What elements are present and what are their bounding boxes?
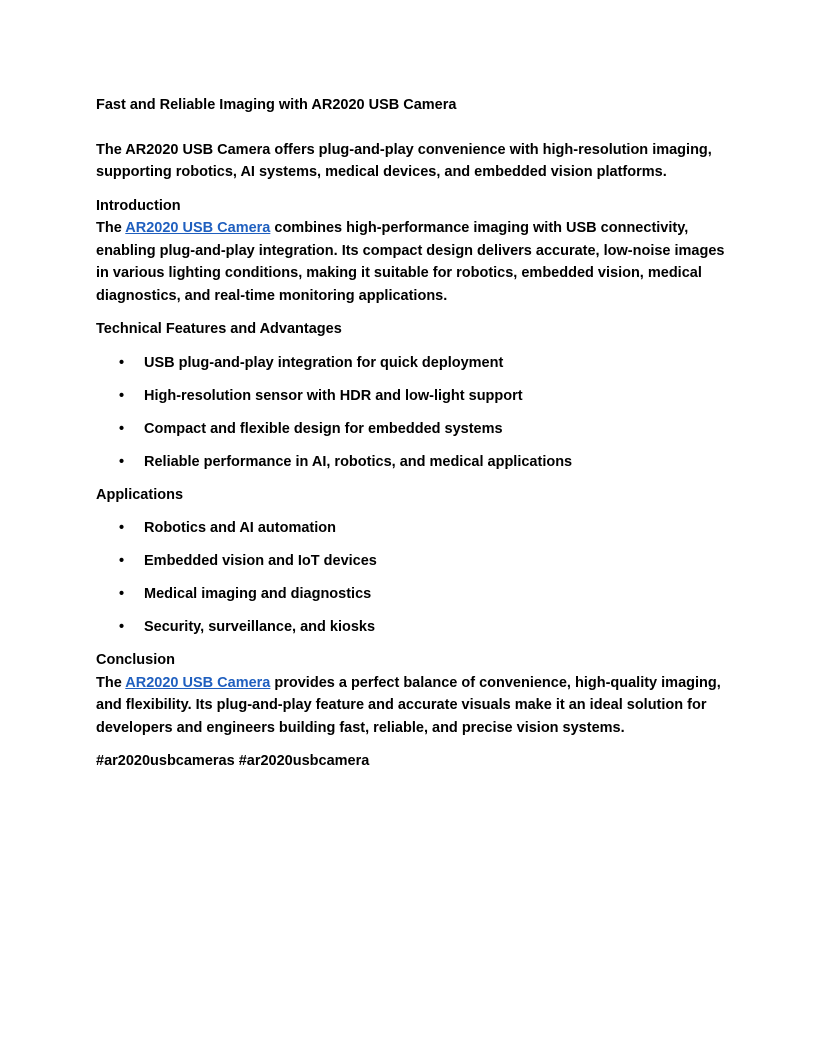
list-item-text: Medical imaging and diagnostics: [144, 586, 372, 602]
list-item: [96, 418, 736, 441]
list-item-text: USB plug-and-play integration for quick deployment: [144, 354, 504, 371]
list-item-text: Security, surveillance, and kiosks: [144, 619, 376, 635]
conclusion-body: provides a perfect balance of convenience, high-quality imaging, and flexibility. Its plug-and-play feature and accurate visuals make it an ideal solution for developers and engineers building fast, reliable, and precise vision systems.: [96, 674, 721, 736]
introduction-section: [96, 195, 736, 308]
intro-paragraph: The AR2020 USB Camera offers plug-and-play convenience with high-resolution imaging, supporting robotics, AI systems, medical devices, and embedded vision platforms.: [96, 141, 712, 180]
bullet-icon: •: [119, 619, 125, 635]
list-item: [96, 451, 736, 474]
bullet-icon: •: [119, 553, 125, 569]
conclusion-section: [96, 649, 736, 739]
document-title: Fast and Reliable Imaging with AR2020 USB Camera: [96, 97, 457, 113]
list-item: [96, 616, 736, 639]
introduction-body: combines high-performance imaging with USB connectivity, enabling plug-and-play integration. Its compact design delivers accurate, low-noise images in various lighting conditions, making it suitable for robotics, embedded vision, medical diagnostics, and real-time monitoring applications.: [96, 220, 725, 304]
ar2020-usb-camera-link[interactable]: AR2020 USB Camera: [125, 220, 271, 236]
introduction-heading: Introduction: [96, 197, 181, 214]
hashtags: #ar2020usbcameras #ar2020usbcamera: [96, 753, 370, 769]
list-item: [96, 352, 736, 375]
list-item: [96, 583, 736, 606]
list-item: [96, 385, 736, 408]
conclusion-paragraph: [96, 672, 736, 740]
applications-section: [96, 484, 736, 639]
introduction-paragraph: [96, 217, 736, 307]
document-page: [96, 94, 736, 773]
list-item: [96, 517, 736, 540]
list-item-text: Compact and flexible design for embedded systems: [144, 420, 503, 437]
applications-list: [96, 517, 736, 639]
features-list: [96, 352, 736, 474]
bullet-icon: •: [119, 586, 125, 602]
bullet-icon: •: [119, 520, 125, 536]
ar2020-usb-camera-link[interactable]: AR2020 USB Camera: [125, 674, 271, 691]
bullet-icon: •: [119, 453, 125, 470]
bullet-icon: •: [119, 387, 125, 404]
list-item-text: High-resolution sensor with HDR and low-light support: [144, 387, 523, 404]
applications-heading: Applications: [96, 486, 184, 503]
features-heading: Technical Features and Advantages: [96, 321, 342, 337]
list-item: [96, 550, 736, 573]
bullet-icon: •: [119, 420, 125, 437]
list-item-text: Robotics and AI automation: [144, 520, 336, 536]
conclusion-prefix: The: [96, 674, 126, 691]
list-item-text: Reliable performance in AI, robotics, and medical applications: [144, 453, 573, 470]
bullet-icon: •: [119, 354, 125, 371]
introduction-prefix: The: [96, 220, 126, 236]
list-item-text: Embedded vision and IoT devices: [144, 553, 377, 569]
conclusion-heading: Conclusion: [96, 652, 175, 668]
features-section: [96, 318, 736, 473]
